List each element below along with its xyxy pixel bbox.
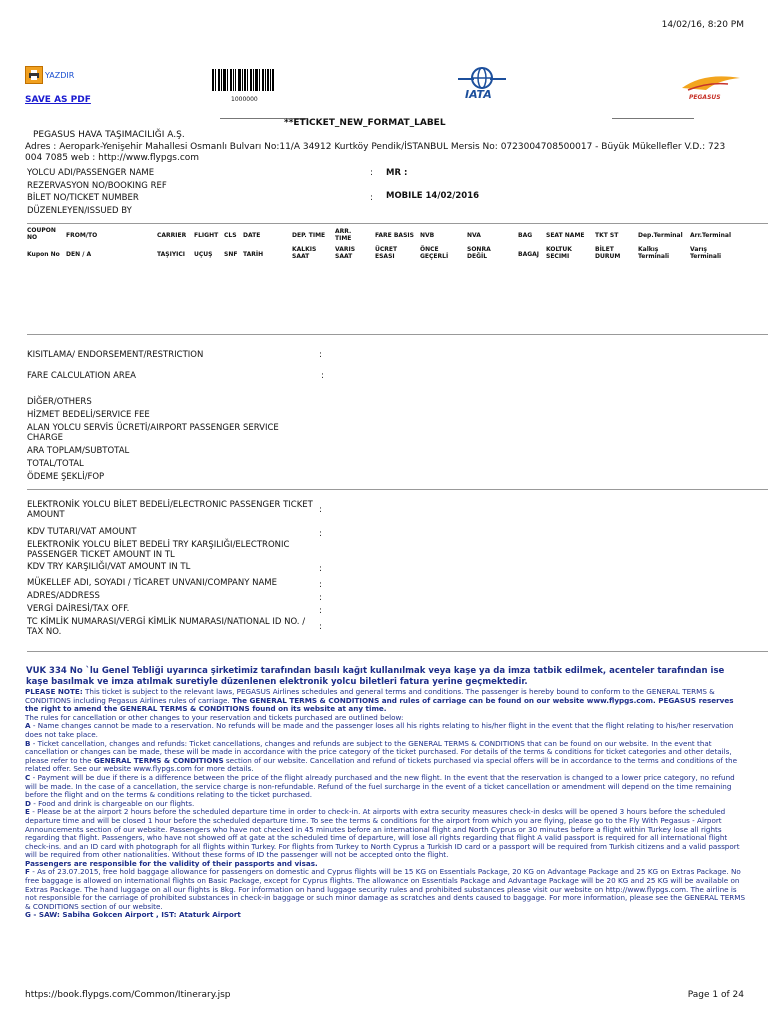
colon: : <box>321 371 324 381</box>
col-header-nvb: NVB <box>420 232 435 239</box>
colon: : <box>319 564 322 574</box>
booking-ref-label: REZERVASYON NO/BOOKING REF <box>27 181 167 191</box>
terms-conditions <box>25 688 747 920</box>
rule-f-key: F <box>25 867 30 877</box>
pegasus-logo-text: PEGASUS <box>689 94 721 101</box>
col-header-flight-tr: UÇUŞ <box>194 251 213 258</box>
ticket-number-label: BİLET NO/TICKET NUMBER <box>27 193 139 203</box>
service-fee-label: HİZMET BEDELİ/SERVICE FEE <box>27 410 150 420</box>
barcode-number: 1000000 <box>231 96 258 103</box>
total-label: TOTAL/TOTAL <box>27 459 84 469</box>
others-label: DİĞER/OTHERS <box>27 397 92 407</box>
col-header-arr-time: ARR. TIME <box>335 228 352 242</box>
col-header-ticket-status: TKT ST <box>595 232 619 239</box>
col-header-flight: FLIGHT <box>194 232 219 239</box>
airport-charge-label: ALAN YOLCU SERVİS ÜCRETİ/AIRPORT PASSENGER SERVICE CHARGE <box>27 423 279 443</box>
rule-c-key: C <box>25 772 31 782</box>
rule-d-key: D <box>25 798 31 808</box>
please-note-bold-text: The GENERAL TERMS & CONDITIONS and rules of carriage can be found on our website www.flypgs.com. PEGASUS reserves the right to amend the GENERAL TERMS & CONDITIONS found on its website at any time. <box>25 695 734 714</box>
divider <box>612 118 694 119</box>
rules-intro: The rules for cancellation or other changes to your reservation and tickets purchased are outlined below: <box>25 712 404 722</box>
col-header-arr-time-tr: VARIS SAAT <box>335 246 356 260</box>
col-header-fare-basis-tr: ÜCRET ESASI <box>375 246 398 260</box>
rule-e <box>25 808 747 860</box>
save-as-pdf-link[interactable]: SAVE AS PDF <box>25 95 91 105</box>
col-header-dep-terminal-tr: Kalkış Terminali <box>638 246 670 260</box>
passport-responsibility-text: Passengers are responsible for the validity of their passports and visas. <box>25 858 318 868</box>
col-header-from-to: FROM/TO <box>66 232 98 239</box>
rule-g-text: G - SAW: Sabiha Gokcen Airport , IST: Ataturk Airport <box>25 910 241 920</box>
rule-c-text: - Payment will be due if there is a difference between the price of the flight already purchased and the new flight. In the event that the reservation is changed to a lower price category, no refund will be made. In the case of a cancellation, the service charge is non-refundable. Refund of the fuel surcharge in the event of a ticket cancellation or amendment will depend on the time remaining before the flight and on the terms & conditions relating to the ticket purchased. <box>25 772 735 800</box>
col-header-seat-tr: KOLTUK SECIMI <box>546 246 572 260</box>
endorsement-label: KISITLAMA/ ENDORSEMENT/RESTRICTION <box>27 350 204 360</box>
please-note-paragraph <box>25 688 747 714</box>
vuk-notice: VUK 334 No `lu Genel Tebliği uyarınca şirketimiz tarafından basılı kağıt kullanılmak veya kaşe ya da imza tatbik edilmek, acenteler tarafından ise kaşe basılmak ve imza atılmak suretiyle düzenlenen elektronik yolcu biletleri fatura yerine geçmektedir. <box>26 666 725 687</box>
taxpayer-name-label: MÜKELLEF ADI, SOYADI / TİCARET UNVANI/COMPANY NAME <box>27 578 277 588</box>
rule-e-text: - Please be at the airport 2 hours before the scheduled departure time in order to check-in. At airports with extra security measures check-in desks will be opened 3 hours before the scheduled departure time and will be closed 1 hour before the scheduled departure time. To see the terms & conditions for the airport from which you are flying, please go to the Fly With Pegasus - Airport Announcements section of our website. Passengers who have not checked in 45 minutes before an international flight and North Cyprus or 30 minutes before a flight within Turkey lose all rights regarding that flight. Passengers, who have not showed off at gate at the scheduled time of departure, will lose all rights regarding that flight A valid passport is required for all international flight check-ins. and an ID card with photograph for all flights within Turkey. For flights from Turkey to North Cyprus a Turkish ID card or a passport will be required from Turkish citizens and a valid passport will be required from other nationalities. Without these forms of ID the passenger will not be accepted onto the flight. <box>25 807 740 860</box>
vat-amount-label: KDV TUTARI/VAT AMOUNT <box>27 527 137 537</box>
col-header-arr-terminal: Arr.Terminal <box>690 232 731 239</box>
rule-a-key: A <box>25 721 31 731</box>
eticket-title: **ETICKET_NEW_FORMAT_LABEL <box>284 118 446 128</box>
col-header-dep-time: DEP. TIME <box>292 232 326 239</box>
col-header-carrier-tr: TAŞIYICI <box>157 251 186 258</box>
page-url: https://book.flypgs.com/Common/Itinerary.jsp <box>25 990 231 1000</box>
print-label[interactable]: YAZDIR <box>45 70 75 80</box>
form-of-payment-label: ÖDEME ŞEKLİ/FOP <box>27 472 105 482</box>
col-header-from-to-tr: DEN / A <box>66 251 92 258</box>
colon: : <box>319 606 322 616</box>
col-header-date: DATE <box>243 232 261 239</box>
passenger-title-value: MR : <box>386 168 408 178</box>
col-header-coupon: COUPON NO <box>27 227 56 241</box>
col-header-dep-terminal: Dep.Terminal <box>638 232 683 239</box>
rule-g <box>25 911 747 920</box>
ticket-amount-try-label: ELEKTRONİK YOLCU BİLET BEDELİ TRY KARŞILIĞI/ELECTRONIC PASSENGER TICKET AMOUNT IN TL <box>27 540 290 560</box>
col-header-arr-terminal-tr: Varış Terminali <box>690 246 722 260</box>
issued-by-label: DÜZENLEYEN/ISSUED BY <box>27 206 132 216</box>
col-header-nva: NVA <box>467 232 481 239</box>
col-header-bag: BAG <box>518 232 533 239</box>
colon: : <box>370 193 373 203</box>
col-header-nvb-tr: ÖNCE GEÇERLİ <box>420 246 449 260</box>
divider <box>27 489 768 490</box>
colon: : <box>370 168 373 178</box>
vat-try-label: KDV TRY KARŞILIĞI/VAT AMOUNT IN TL <box>27 562 191 572</box>
barcode-image <box>212 69 274 91</box>
colon: : <box>319 529 322 539</box>
col-header-cls-tr: SNF <box>224 251 238 258</box>
divider <box>27 651 768 652</box>
tax-number-label: TC KİMLİK NUMARASI/VERGİ KİMLİK NUMARASI/NATIONAL ID NO. / TAX NO. <box>27 617 306 637</box>
company-name: PEGASUS HAVA TAŞIMACILIĞI A.Ş. <box>33 130 185 140</box>
tax-office-label: VERGİ DAİRESİ/TAX OFF. <box>27 604 130 614</box>
subtotal-label: ARA TOPLAM/SUBTOTAL <box>27 446 130 456</box>
col-header-carrier: CARRIER <box>157 232 187 239</box>
please-note-text: This ticket is subject to the relevant laws, PEGASUS Airlines schedules and general terms and conditions. The passenger is hereby bound to conform to the GENERAL TERMS & CONDITIONS including Pegasus Airlines rules of carriage. <box>25 687 715 705</box>
colon: : <box>319 350 322 360</box>
print-button[interactable] <box>25 66 74 84</box>
rule-b-bold: GENERAL TERMS & CONDITIONS <box>93 755 224 765</box>
colon: : <box>319 580 322 590</box>
company-address: Adres : Aeropark-Yenişehir Mahallesi Osmanlı Bulvarı No:11/A 34912 Kurtköy Pendik/İSTANBUL Mersis No: 0723004708500017 - Büyük Mükellefler V.D.: 723 004 7085 web : http://www.flypgs.com <box>25 142 726 163</box>
col-header-cls: CLS <box>224 232 237 239</box>
printer-icon[interactable] <box>25 66 43 84</box>
col-header-bag-tr: BAGAJ <box>518 251 540 258</box>
col-header-fare-basis: FARE BASIS <box>375 232 414 239</box>
col-header-ticket-status-tr: BİLET DURUM <box>595 246 621 260</box>
please-note-title: PLEASE NOTE: <box>25 687 83 696</box>
colon: : <box>319 505 322 515</box>
rule-b-text: - Ticket cancellation, changes and refunds: Ticket cancellations, changes and refunds are subject to the GENERAL TERMS & CONDITIONS that can be found on our website. In the event that cancellation or changes can be made, these will be made in accordance with the price category of the ticket purchased. For details of the terms & conditions for ticket categories and other details, please refer to the <box>25 738 732 765</box>
col-header-date-tr: TARİH <box>243 251 264 258</box>
rule-f-text: - As of 23.07.2015, free hold baggage allowance for passengers on domestic and Cyprus flights will be 15 KG on Essentials Package, 20 KG on Advantage Package and 25 KG on Extras Package. No free baggage is allowed on international flights on Basic Package, except for Cyprus flights. The allowance on Essentials Package and Advantage Package will be 20 KG and 25 KG will be available on Extras Package. The hand luggage on all our flights is 8kg. For information on hand luggage security rules and prohibited substances please visit our website on http://www.flypgs.com. The airline is not responsible for the carriage of prohibited substances in check-in baggage or such minor damage as scratches and dents caused to baggage. For more information, please see the GENERAL TERMS & CONDITIONS section of our website. <box>25 867 746 911</box>
col-header-coupon-tr: Kupon No <box>27 251 60 258</box>
divider <box>27 223 768 224</box>
ticket-amount-label: ELEKTRONİK YOLCU BİLET BEDELİ/ELECTRONIC PASSENGER TICKET AMOUNT <box>27 500 313 520</box>
rule-f <box>25 868 747 911</box>
colon: : <box>319 593 322 603</box>
rule-c <box>25 774 747 800</box>
rule-b <box>25 740 747 774</box>
rule-e-key: E <box>25 807 30 817</box>
colon: : <box>319 622 322 632</box>
col-header-seat: SEAT NAME <box>546 232 585 239</box>
print-datetime: 14/02/16, 8:20 PM <box>661 20 744 30</box>
col-header-dep-time-tr: KALKIS SAAT <box>292 246 317 260</box>
col-header-nva-tr: SONRA DEĞİL <box>467 246 491 260</box>
rule-b-text-2: section of our website. Cancellation and refund of tickets purchased via special offers will be in accordance to the terms and conditions of the related offer. See our website www.flypgs.com for more details. <box>25 755 738 774</box>
rule-a-text: - Name changes cannot be made to a reservation. No refunds will be made and the passenger loses all his rights relating to his/her flight in the event that the flight relating to his/her reservation does not take place. <box>25 721 734 739</box>
rule-d-text: - Food and drink is chargeable on our flights. <box>30 798 195 808</box>
rule-b-key: B <box>25 738 31 748</box>
issued-by-value: MOBILE 14/02/2016 <box>386 191 480 201</box>
iata-logo-text: IATA <box>465 88 492 101</box>
page-number: Page 1 of 24 <box>687 990 744 1000</box>
taxpayer-address-label: ADRES/ADDRESS <box>27 591 100 601</box>
rule-a <box>25 722 747 739</box>
passenger-name-label: YOLCU ADI/PASSENGER NAME <box>27 168 155 178</box>
fare-calculation-label: FARE CALCULATION AREA <box>27 371 136 381</box>
divider <box>27 334 768 335</box>
